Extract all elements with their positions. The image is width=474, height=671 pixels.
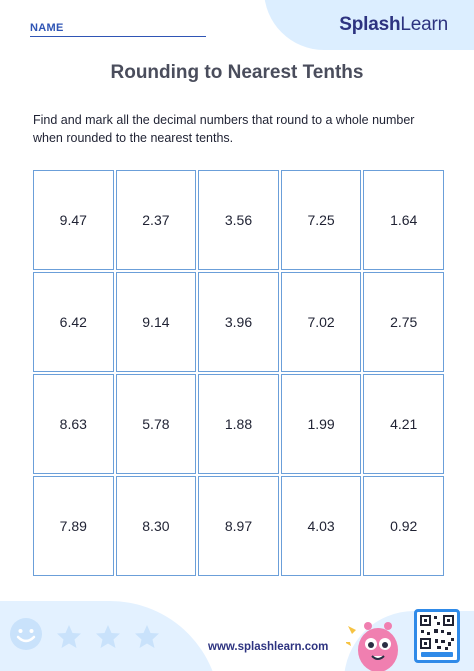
footer-url[interactable]: www.splashlearn.com	[208, 641, 329, 653]
star-icon	[56, 624, 82, 650]
logo-regular-text: Learn	[400, 14, 448, 35]
grid-cell[interactable]: 1.88	[198, 374, 279, 474]
grid-cell[interactable]: 7.89	[33, 476, 114, 576]
grid-cell[interactable]: 8.30	[116, 476, 197, 576]
grid-cell[interactable]: 5.78	[116, 374, 197, 474]
grid-cell[interactable]: 2.75	[363, 272, 444, 372]
grid-cell[interactable]: 8.63	[33, 374, 114, 474]
qr-code-pattern	[417, 612, 457, 660]
grid-cell[interactable]: 8.97	[198, 476, 279, 576]
grid-cell[interactable]: 4.21	[363, 374, 444, 474]
grid-cell[interactable]: 4.03	[281, 476, 362, 576]
smiley-face-icon	[8, 616, 44, 652]
star-icon	[95, 624, 121, 650]
instructions-text: Find and mark all the decimal numbers that round to a whole number when rounded to the nearest tenths.	[33, 113, 415, 145]
grid-cell[interactable]: 9.14	[116, 272, 197, 372]
grid-cell[interactable]: 9.47	[33, 170, 114, 270]
grid-cell[interactable]: 7.02	[281, 272, 362, 372]
pink-monster-mascot-icon	[346, 612, 406, 671]
logo-bold-text: Splash	[339, 14, 401, 35]
grid-cell[interactable]: 3.56	[198, 170, 279, 270]
splashlearn-logo	[339, 14, 448, 36]
name-label: NAME	[30, 22, 64, 34]
grid-cell[interactable]: 0.92	[363, 476, 444, 576]
grid-cell[interactable]: 1.64	[363, 170, 444, 270]
grid-cell[interactable]: 2.37	[116, 170, 197, 270]
qr-code-icon[interactable]	[414, 609, 460, 663]
grid-cell[interactable]: 7.25	[281, 170, 362, 270]
number-grid	[33, 170, 444, 576]
star-icon	[134, 624, 160, 650]
grid-cell[interactable]: 3.96	[198, 272, 279, 372]
name-line[interactable]	[30, 36, 206, 37]
grid-cell[interactable]: 1.99	[281, 374, 362, 474]
grid-cell[interactable]: 6.42	[33, 272, 114, 372]
worksheet-title: Rounding to Nearest Tenths	[110, 62, 364, 83]
